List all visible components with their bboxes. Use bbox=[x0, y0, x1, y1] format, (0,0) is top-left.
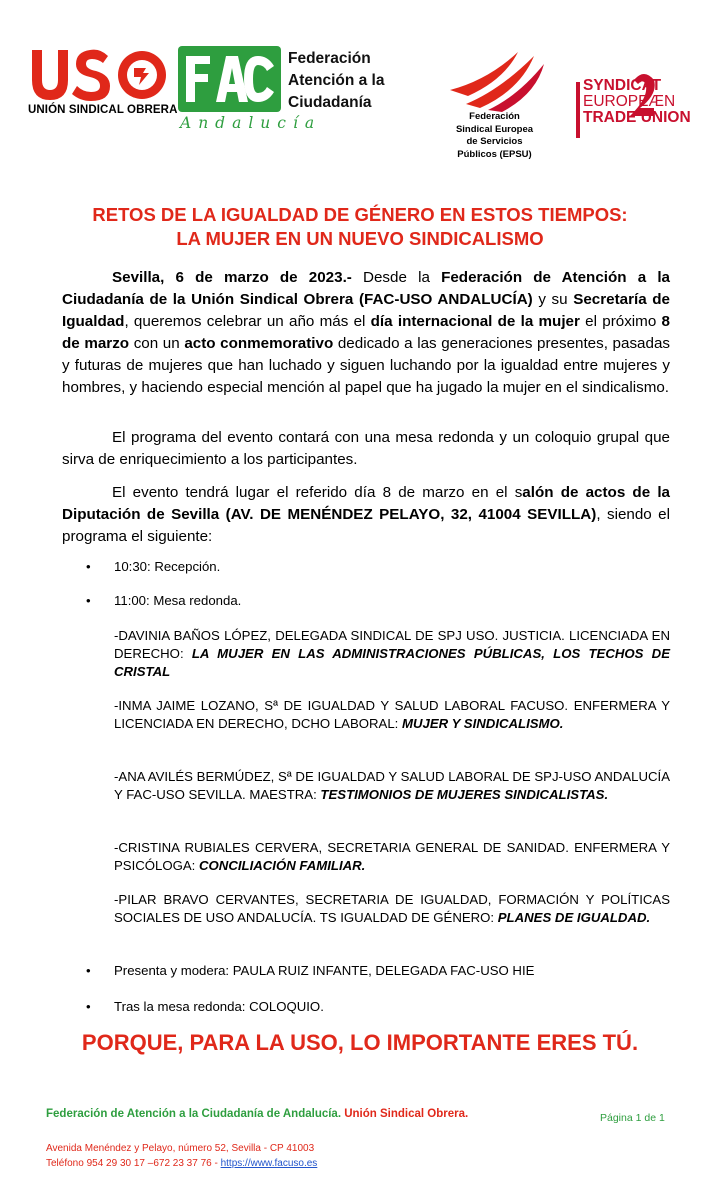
p3-text: , siendo el programa el siguiente: bbox=[62, 506, 670, 545]
epsu-line-1: Federación bbox=[469, 111, 520, 122]
syndicat-line-2: EUROPEÆN bbox=[583, 93, 676, 110]
footer-union: Unión Sindical Obrera. bbox=[341, 1108, 469, 1120]
epsu-line-4: Públicos (EPSU) bbox=[457, 148, 532, 160]
p1-text: el próximo bbox=[579, 313, 662, 330]
fac-logo bbox=[178, 46, 281, 112]
list-item-text: 11:00: Mesa redonda. bbox=[114, 593, 242, 608]
fac-name bbox=[288, 48, 384, 114]
date-text: Sevilla, 6 de marzo de 2023.- bbox=[112, 269, 352, 286]
speaker-entry bbox=[114, 768, 670, 804]
fac-line-3: Ciudadanía bbox=[288, 94, 372, 111]
epsu-line-2: Sindical Europea bbox=[455, 123, 534, 135]
p1-womens-day: día internacional de la mujer bbox=[370, 313, 580, 330]
p1-text: dedicado a las generaciones presentes, pasadas y futuras de mujeres que han luchado y siguen luchando por la igualdad entre mujeres y hombres, y haciendo especial mención al papel que ha jugado la mujer en el sindicalismo. bbox=[62, 335, 670, 396]
speaker-desc: -INMA JAIME LOZANO, Sª DE IGUALDAD Y SALUD LABORAL FACUSO. ENFERMERA Y LICENCIADA EN DERECHO, DCHO LABORAL: bbox=[114, 698, 670, 731]
footer-organization bbox=[46, 1108, 468, 1120]
document-title bbox=[40, 203, 680, 251]
speaker-entry bbox=[114, 839, 670, 875]
p1-text: y su bbox=[532, 291, 574, 308]
title-line-2: LA MUJER EN UN NUEVO SINDICALISMO bbox=[176, 228, 544, 249]
list-item-text: Presenta y modera: PAULA RUIZ INFANTE, DELEGADA FAC-USO HIE bbox=[114, 963, 535, 978]
list-item bbox=[86, 592, 241, 610]
list-item bbox=[86, 998, 324, 1016]
slogan: PORQUE, PARA LA USO, LO IMPORTANTE ERES TÚ. bbox=[81, 1030, 639, 1055]
bullet-icon: • bbox=[86, 593, 91, 608]
bullet-icon: • bbox=[86, 559, 91, 574]
list-item bbox=[86, 558, 220, 576]
p1-date: 8 de marzo bbox=[62, 313, 670, 352]
uso-caption: UNIÓN SINDICAL OBRERA bbox=[28, 104, 178, 116]
speaker-topic: LA MUJER EN LAS ADMINISTRACIONES PÚBLICAS, LOS TECHOS DE CRISTAL bbox=[114, 646, 671, 679]
speaker-topic: MUJER Y SINDICALISMO. bbox=[402, 716, 564, 731]
syndicat-line-3: TRADE UNION bbox=[583, 109, 691, 126]
footer-phone: Teléfono 954 29 30 17 –672 23 37 76 - bbox=[46, 1158, 221, 1169]
p1-event: acto conmemorativo bbox=[184, 335, 334, 352]
p1-text: Desde la bbox=[351, 269, 442, 286]
p1-secretaria: Secretaría de Igualdad bbox=[62, 291, 670, 330]
epsu-caption bbox=[452, 111, 537, 161]
bullet-icon: • bbox=[86, 963, 91, 978]
speaker-topic: PLANES DE IGUALDAD. bbox=[497, 910, 651, 925]
title-line-1: RETOS DE LA IGUALDAD DE GÉNERO EN ESTOS TIEMPOS: bbox=[92, 204, 628, 225]
footer-contact bbox=[46, 1141, 317, 1171]
syndicat-text bbox=[583, 78, 691, 126]
speaker-topic: CONCILIACIÓN FAMILIAR. bbox=[199, 858, 366, 873]
footer-phone-line bbox=[46, 1156, 317, 1171]
fac-line-1: Federación bbox=[288, 50, 371, 67]
speaker-entry bbox=[114, 697, 670, 733]
paragraph-program bbox=[62, 427, 670, 471]
bullet-icon: • bbox=[86, 999, 91, 1014]
speaker-desc: -CRISTINA RUBIALES CERVERA, SECRETARIA GENERAL DE SANIDAD. ENFERMERA Y PSICÓLOGA: bbox=[114, 840, 670, 873]
andalucia-caption: Andalucía bbox=[180, 114, 322, 132]
list-item bbox=[86, 962, 534, 980]
page-number: Página 1 de 1 bbox=[600, 1112, 665, 1124]
epsu-line-3: de Servicios bbox=[466, 136, 523, 147]
p2-text: El programa del evento contará con una mesa redonda y un coloquio grupal que sirva de enriquecimiento a los participantes. bbox=[62, 429, 670, 468]
speaker-topic: TESTIMONIOS DE MUJERES SINDICALISTAS. bbox=[320, 787, 609, 802]
p1-text: , queremos celebrar un año más el bbox=[124, 313, 371, 330]
speaker-entry bbox=[114, 627, 670, 681]
footer-address: Avenida Menéndez y Pelayo, número 52, Sevilla - CP 41003 bbox=[46, 1143, 315, 1154]
p1-federation: Federación de Atención a la Ciudadanía de la Unión Sindical Obrera (FAC-USO ANDALUCÍA) bbox=[62, 269, 670, 308]
paragraph-intro bbox=[62, 267, 670, 399]
paragraph-venue bbox=[62, 482, 670, 548]
speaker-desc: -PILAR BRAVO CERVANTES, SECRETARIA DE IGUALDAD, FORMACIÓN Y POLÍTICAS SOCIALES DE USO ANDALUCÍA. TS IGUALDAD DE GÉNERO: bbox=[114, 892, 670, 925]
speaker-desc: -DAVINIA BAÑOS LÓPEZ, DELEGADA SINDICAL DE SPJ USO. JUSTICIA. LICENCIADA EN DERECHO: bbox=[114, 628, 670, 661]
p3-venue: alón de actos de la Diputación de Sevilla (AV. DE MENÉNDEZ PELAYO, 32, 41004 SEVILLA) bbox=[62, 484, 670, 523]
speaker-entry bbox=[114, 891, 670, 927]
fac-line-2: Atención a la bbox=[288, 72, 385, 89]
list-item-text: Tras la mesa redonda: COLOQUIO. bbox=[114, 999, 324, 1014]
p1-text: con un bbox=[129, 335, 185, 352]
list-item-text: 10:30: Recepción. bbox=[114, 559, 221, 574]
footer-federation: Federación de Atención a la Ciudadanía de Andalucía. bbox=[46, 1108, 342, 1120]
speaker-desc: -ANA AVILÉS BERMÚDEZ, Sª DE IGUALDAD Y SALUD LABORAL DE SPJ-USO ANDALUCÍA Y FAC-USO SEVILLA. MAESTRA: bbox=[114, 769, 670, 802]
syndicat-line-1: SYNDICAT bbox=[583, 77, 662, 94]
p3-text: El evento tendrá lugar el referido día 8 de marzo en el s bbox=[112, 484, 523, 501]
website-link[interactable]: https://www.facuso.es bbox=[220, 1158, 318, 1169]
